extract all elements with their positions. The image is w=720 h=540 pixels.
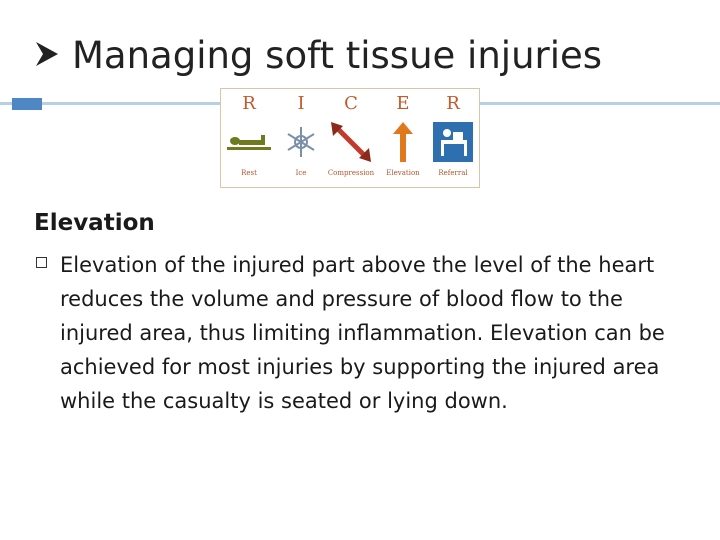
snowflake-icon — [275, 115, 327, 169]
rice-column-compression: C Compression — [325, 89, 377, 189]
bullet-list — [34, 248, 694, 418]
rice-diagram — [220, 88, 480, 188]
pressure-arrows-icon — [325, 115, 377, 169]
rice-column-rest: R Rest — [223, 89, 275, 189]
medical-bed-icon — [427, 115, 479, 169]
section-heading: Elevation — [34, 210, 155, 236]
rice-column-referral: R Referral — [427, 89, 479, 189]
rice-column-ice: I Ice — [275, 89, 327, 189]
rice-column-elevation: E Elevation — [377, 89, 429, 189]
slide-title — [34, 34, 694, 78]
up-arrow-icon — [377, 115, 429, 169]
bullet-item: Elevation of the injured part above the level of the heart reduces the volume and pressure of blood flow to the injured area, thus limiting inflammation. Elevation can be achieved for most injuries by supporting the injured area while the casualty is seated or lying down. — [60, 253, 665, 413]
square-bullet-icon — [36, 257, 47, 268]
arrow-bullet-icon — [34, 34, 72, 78]
slide-title-text: Managing soft tissue injuries — [72, 34, 603, 77]
lying-person-icon — [223, 115, 275, 169]
